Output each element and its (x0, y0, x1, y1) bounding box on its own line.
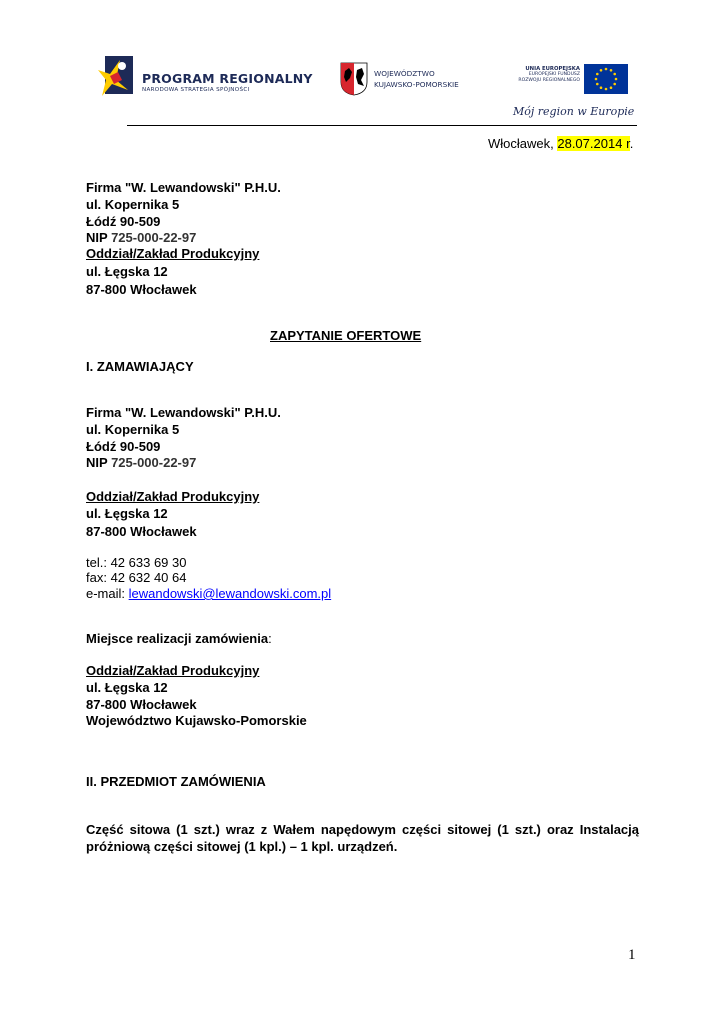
email-link[interactable]: lewandowski@lewandowski.com.pl (128, 586, 332, 601)
eu-line1: UNIA EUROPEJSKA (525, 66, 580, 72)
section1-dept-street: ul. Łęgska 12 (86, 506, 168, 521)
recipient-nip (86, 230, 196, 246)
eu-line2: EUROPEJSKI FUNDUSZ (528, 72, 580, 77)
section2-heading: II. PRZEDMIOT ZAMÓWIENIA (86, 774, 266, 789)
recipient-nip-label: NIP (86, 230, 112, 245)
place-label: Miejsce realizacji zamówienia (86, 631, 269, 646)
place-street: ul. Łęgska 12 (86, 680, 168, 695)
section1-dept-city: 87-800 Włocławek (86, 524, 197, 539)
section1-tel: tel.: 42 633 69 30 (86, 555, 187, 570)
recipient-company: Firma "W. Lewandowski" P.H.U. (86, 180, 281, 195)
section1-company: Firma "W. Lewandowski" P.H.U. (86, 405, 281, 420)
date-line (488, 136, 633, 152)
place-label-line (86, 631, 272, 647)
voivodeship-line2: KUJAWSKO-POMORSKIE (374, 80, 459, 89)
recipient-nip-value: 725-000-22-97 (111, 230, 197, 245)
place-colon: : (268, 631, 272, 646)
section2-text: Część sitowa (1 szt.) wraz z Wałem napędowym części sitowej (1 szt.) oraz Instalacją próżniową części sitowej (1 kpl.) – 1 kpl. urządzeń. (86, 822, 639, 854)
place-dept: Oddział/Zakład Produkcyjny (86, 663, 260, 678)
recipient-dept-street: ul. Łęgska 12 (86, 264, 168, 279)
program-title: PROGRAM REGIONALNY (142, 71, 313, 86)
place-region: Województwo Kujawsko-Pomorskie (86, 713, 307, 728)
section1-street: ul. Kopernika 5 (86, 422, 180, 437)
recipient-street: ul. Kopernika 5 (86, 197, 180, 212)
date-end: . (629, 136, 634, 151)
section1-nip-value: 725-000-22-97 (111, 455, 197, 470)
section1-email-label: e-mail: (86, 586, 129, 601)
recipient-dept-city: 87-800 Włocławek (86, 282, 197, 297)
section1-heading: I. ZAMAWIAJĄCY (86, 359, 194, 374)
program-regionalny-logo-icon (96, 50, 136, 100)
voivodeship-line1: WOJEWÓDZTWO (374, 69, 435, 78)
section1-dept: Oddział/Zakład Produkcyjny (86, 489, 260, 504)
date-city: Włocławek, (488, 136, 558, 151)
place-city: 87-800 Włocławek (86, 697, 197, 712)
eu-line3: ROZWOJU REGIONALNEGO (518, 78, 580, 83)
section1-email-line (86, 586, 331, 602)
recipient-city: Łódź 90-509 (86, 214, 161, 229)
page-number: 1 (628, 947, 636, 963)
program-subtitle: NARODOWA STRATEGIA SPÓJNOŚCI (142, 87, 250, 93)
date-value: 28.07.2014 (557, 136, 623, 151)
kujawsko-pomorskie-coat-of-arms-icon (340, 62, 368, 96)
date-r: r (626, 136, 630, 151)
recipient-dept: Oddział/Zakład Produkcyjny (86, 246, 260, 261)
section1-nip (86, 455, 196, 471)
section1-fax: fax: 42 632 40 64 (86, 570, 187, 585)
document-title: ZAPYTANIE OFERTOWE (270, 328, 422, 343)
section1-city: Łódź 90-509 (86, 439, 161, 454)
slogan: Mój region w Europie (513, 105, 635, 118)
eu-flag-icon (584, 64, 628, 94)
section1-nip-label: NIP (86, 455, 112, 470)
header-divider (127, 125, 637, 126)
